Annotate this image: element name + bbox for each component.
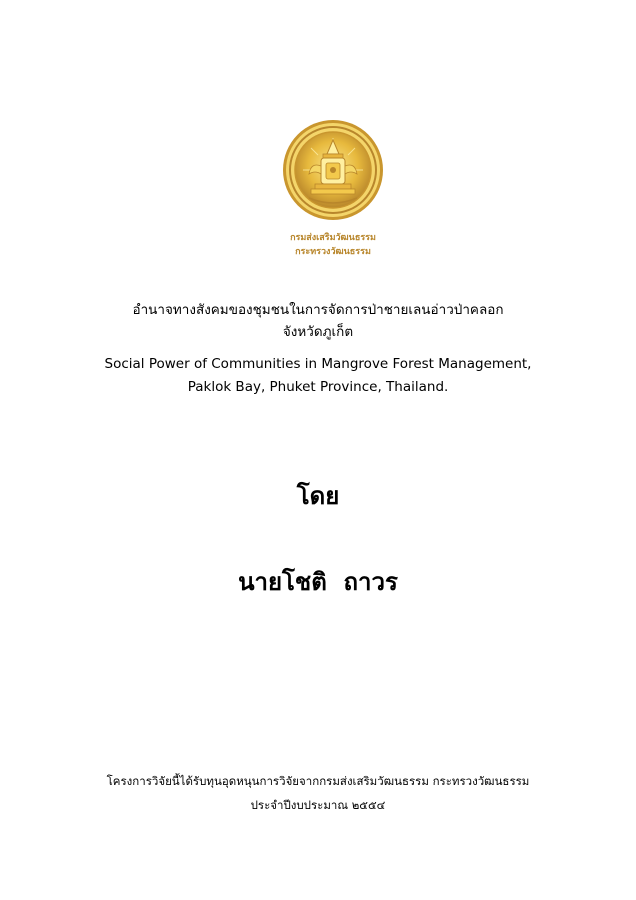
title-english-line2: Paklok Bay, Phuket Province, Thailand. <box>187 379 449 395</box>
logo-org-line2: กระทรวงวัฒนธรรม <box>295 247 371 257</box>
department-seal-icon <box>281 118 385 222</box>
department-logo <box>278 118 388 260</box>
title-thai-line2: จังหวัดภูเก็ต <box>282 324 354 340</box>
author-name: นายโชติ ถาวร <box>238 568 398 596</box>
funding-note-line1: โครงการวิจัยนี้ได้รับทุนอุดหนุนการวิจัยจากกรมส่งเสริมวัฒนธรรม กระทรวงวัฒนธรรม <box>106 774 530 788</box>
funding-note-line2: ประจำปีงบประมาณ ๒๕๕๔ <box>250 798 386 812</box>
logo-org-line1: กรมส่งเสริมวัฒนธรรม <box>290 233 376 243</box>
by-label: โดย <box>296 482 340 510</box>
title-thai-line1: อำนาจทางสังคมของชุมชนในการจัดการป่าชายเลนอ่าวป่าคลอก <box>132 302 504 318</box>
title-english-line1: Social Power of Communities in Mangrove Forest Management, <box>104 356 532 372</box>
